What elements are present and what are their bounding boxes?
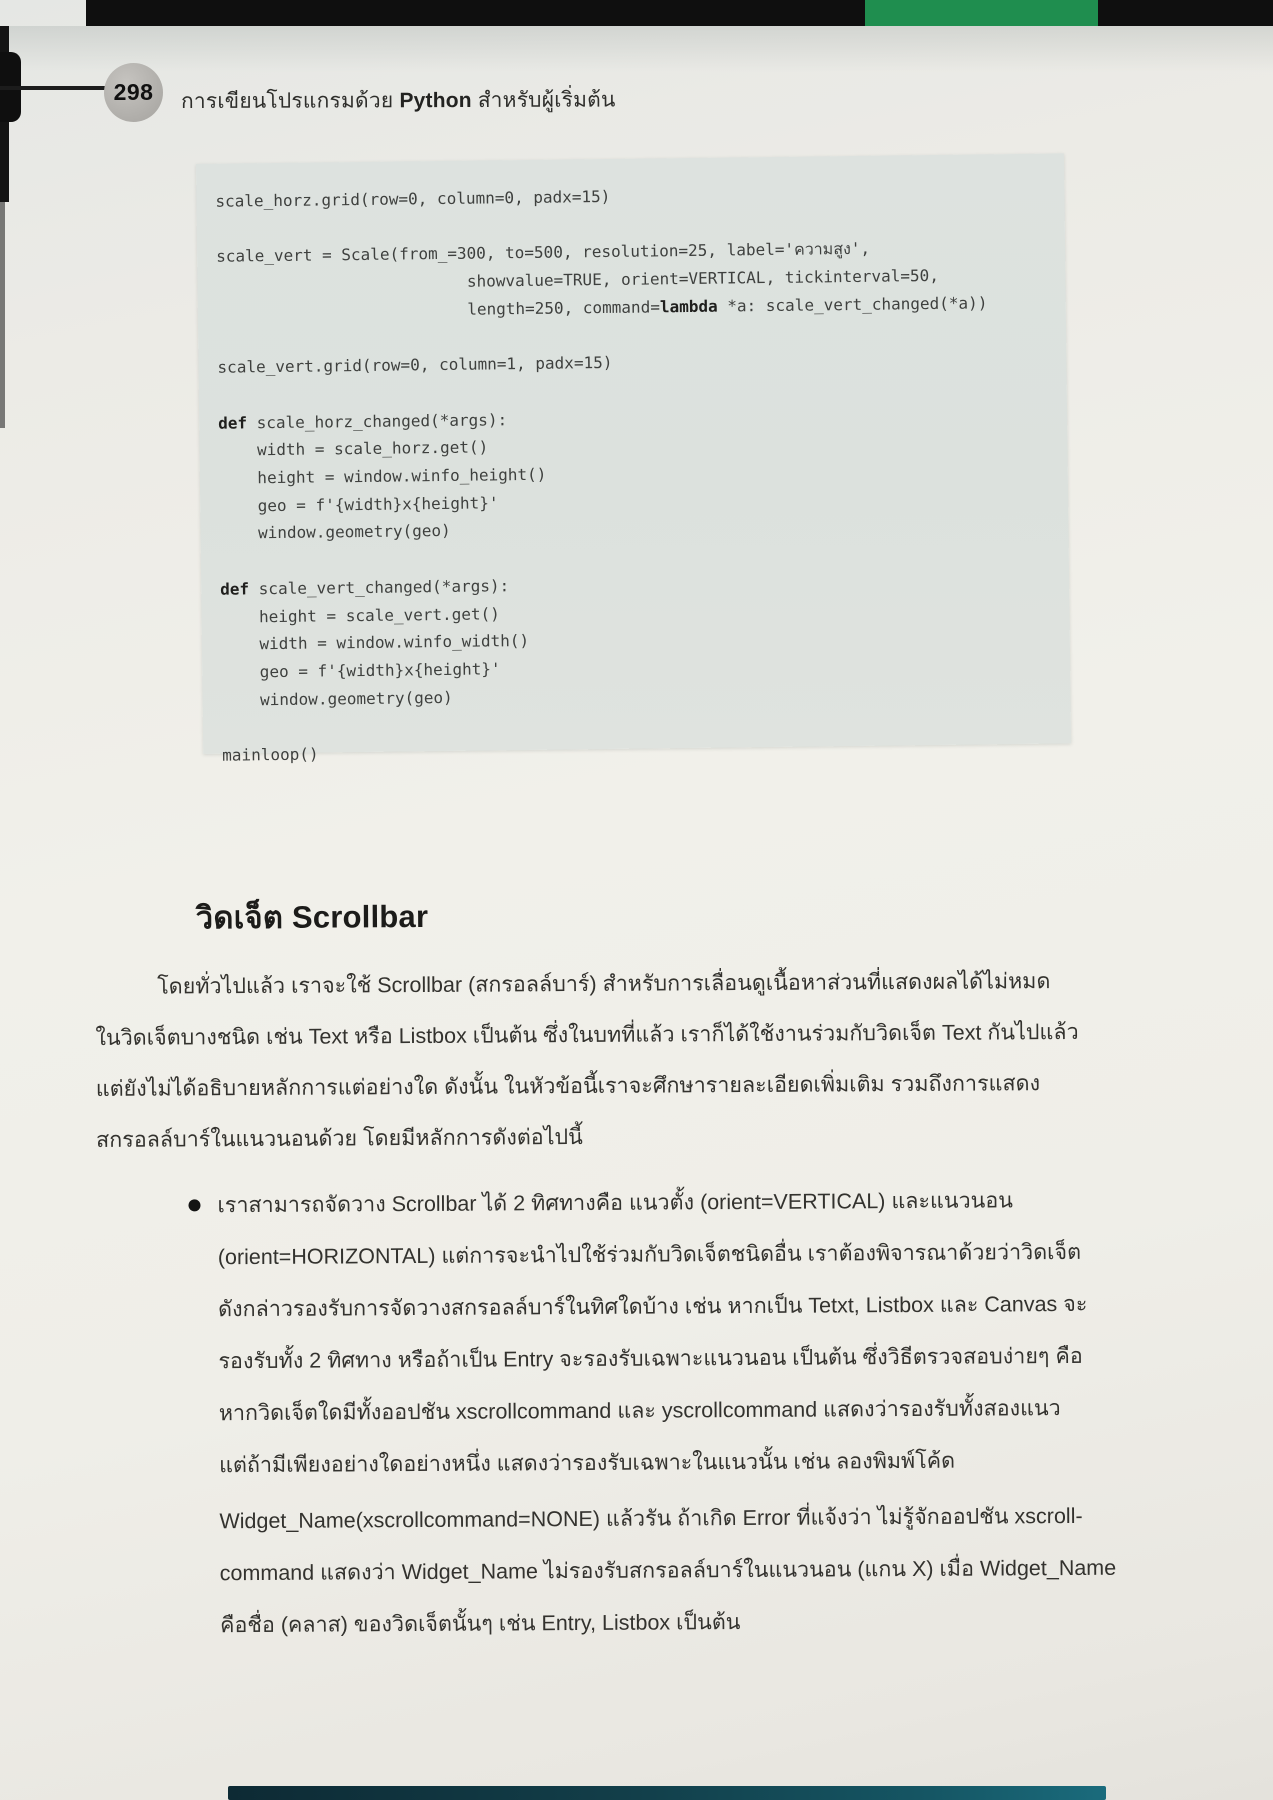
header-rule-line	[0, 86, 112, 90]
code-line: width = scale_horz.get()	[218, 437, 489, 461]
code-line: scale_vert.grid(row=0, column=1, padx=15)	[217, 353, 613, 377]
page-number-badge	[104, 63, 163, 122]
paragraph-line: หากวิดเจ็ตใดมีทั้งออปชัน xscrollcommand และ yscrollcommand แสดงว่ารองรับทั้งสองแนว	[218, 1396, 1061, 1426]
header-title-pre: การเขียนโปรแกรมด้วย	[180, 89, 400, 113]
scan-top-edge-bar	[86, 0, 1273, 26]
paragraph-line: สกรอลล์บาร์ในแนวนอนด้วย โดยมีหลักการดังต่อไปนี้	[96, 1124, 583, 1152]
header-title-bold: Python	[399, 88, 472, 113]
paragraph-line: command แสดงว่า Widget_Name ไม่รองรับสกรอลล์บาร์ในแนวนอน (แกน X) เมื่อ Widget_Name	[219, 1555, 1117, 1586]
paragraph-line: แต่ยังไม่ได้อธิบายหลักการแต่อย่างใด ดังนั้น ในหัวข้อนี้เราจะศึกษารายละเอียดเพิ่มเติม รวมถึงการแสดง	[95, 1071, 1041, 1101]
bullet-paragraph-2	[219, 1489, 1206, 1651]
paragraph-line: แต่ถ้ามีเพียงอย่างใดอย่างหนึ่ง แสดงว่ารองรับเฉพาะในแนวนั้น เช่น ลองพิมพ์โค้ด	[219, 1448, 956, 1478]
code-line: geo = f'{width}x{height}'	[221, 659, 501, 682]
paragraph-line: โดยทั่วไปแล้ว เราจะใช้ Scrollbar (สกรอลล์บาร์) สำหรับการเลื่อนดูเนื้อหาส่วนที่แสดงผลได้ไม่หมด	[157, 969, 1051, 999]
code-line: scale_horz.grid(row=0, column=0, padx=15)	[215, 186, 611, 211]
header-title-post: สำหรับผู้เริ่มต้น	[471, 88, 616, 112]
running-header-title	[181, 83, 616, 118]
paragraph-line: (orient=HORIZONTAL) แต่การจะนำไปใช้ร่วมกับวิดเจ็ตชนิดอื่น เราต้องพิจารณาด้วยว่าวิดเจ็ต	[217, 1239, 1082, 1270]
scan-left-edge-artifact-2	[0, 202, 5, 428]
code-line: window.geometry(geo)	[219, 521, 451, 544]
page-number: 298	[113, 79, 154, 105]
paragraph-line: Widget_Name(xscrollcommand=NONE) แล้วรัน ถ้าเกิด Error ที่แจ้งว่า ไม่รู้จักออปชัน xscroll-	[219, 1503, 1083, 1534]
code-line: def scale_vert_changed(*args):	[220, 576, 510, 599]
paragraph-line: ดังกล่าวรองรับการจัดวางสกรอลล์บาร์ในทิศใดบ้าง เช่น หากเป็น Tetxt, Listbox และ Canvas จะ	[218, 1291, 1088, 1322]
code-line: height = scale_vert.get()	[220, 603, 500, 627]
code-line: geo = f'{width}x{height}'	[219, 493, 499, 516]
intro-paragraph	[95, 955, 1192, 1166]
scan-top-edge-green-segment	[865, 0, 1098, 26]
paragraph-line: คือชื่อ (คลาส) ของวิดเจ็ตนั้นๆ เช่น Entry, Listbox เป็นต้น	[219, 1610, 741, 1638]
code-line: mainloop()	[222, 744, 319, 765]
scan-top-shadow	[0, 26, 1273, 72]
paragraph-line: รองรับทั้ง 2 ทิศทาง หรือถ้าเป็น Entry จะรองรับเฉพาะแนวนอน เป็นต้น ซึ่งวิธีตรวจสอบง่ายๆ คือ	[218, 1343, 1083, 1374]
bullet-paragraph-1	[217, 1173, 1205, 1491]
code-line: window.geometry(geo)	[221, 687, 453, 710]
bullet-item	[217, 1173, 1206, 1651]
scan-bottom-edge-bar	[228, 1786, 1106, 1800]
bullet-marker-icon	[188, 1199, 200, 1211]
code-listing	[196, 153, 1071, 765]
code-line: showvalue=TRUE, orient=VERTICAL, tickinterval=50,	[216, 266, 940, 294]
paragraph-line: ในวิดเจ็ตบางชนิด เช่น Text หรือ Listbox เป็นต้น ซึ่งในบทที่แล้ว เราก็ได้ใช้งานร่วมกับวิดเจ็ต Text กันไปแล้ว	[95, 1019, 1079, 1050]
code-line: height = window.winfo_height()	[218, 464, 547, 488]
code-line: def scale_horz_changed(*args):	[218, 409, 508, 433]
code-line: scale_vert = Scale(from_=300, to=500, resolution=25, label='ความสูง',	[216, 239, 871, 267]
code-line: width = window.winfo_width()	[220, 631, 530, 654]
code-line: length=250, command=lambda *a: scale_vert_changed(*a))	[216, 293, 988, 322]
section-heading: วิดเจ็ต Scrollbar	[195, 898, 429, 936]
paragraph-line: เราสามารถจัดวาง Scrollbar ได้ 2 ทิศทางคือ แนวตั้ง (orient=VERTICAL) และแนวนอน	[217, 1188, 1013, 1218]
